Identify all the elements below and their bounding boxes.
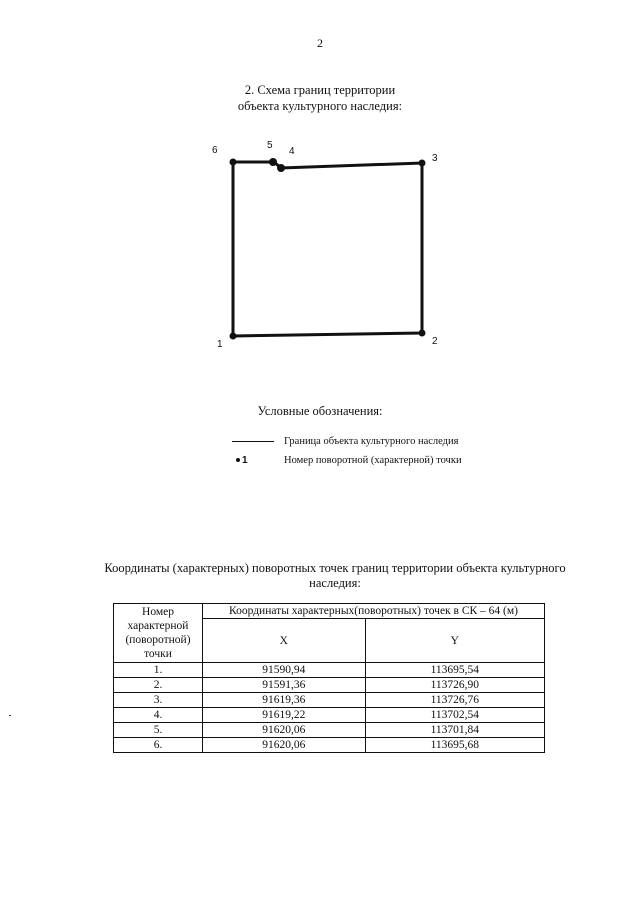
legend-point-row: [232, 452, 462, 468]
table-row: [114, 723, 545, 738]
coordinates-caption-line2: наследия:: [309, 576, 361, 590]
point-label-1: 1: [217, 339, 223, 350]
cell-number: 6.: [114, 738, 203, 753]
cell-x: 91591,36: [203, 678, 366, 693]
cell-y: 113701,84: [365, 723, 544, 738]
point-label-3: 3: [432, 153, 438, 164]
table-row: [114, 738, 545, 753]
boundary-point-6: [230, 159, 237, 166]
legend-title: Условные обозначения:: [257, 404, 383, 418]
scheme-title-line1: 2. Схема границ территории: [244, 83, 396, 97]
cell-x: 91620,06: [203, 723, 366, 738]
header-coordinates: Координаты характерных(поворотных) точек в СК – 64 (м): [203, 604, 545, 619]
table-row: [114, 678, 545, 693]
scheme-title: [0, 82, 640, 114]
cell-number: 4.: [114, 708, 203, 723]
coordinates-caption-line1: Координаты (характерных) поворотных точек границ территории объекта культурного: [104, 561, 566, 575]
point-label-2: 2: [432, 336, 438, 347]
boundary-point-5: [269, 158, 277, 166]
scheme-title-line2: объекта культурного наследия:: [237, 99, 403, 113]
legend-point-icon: [236, 458, 240, 462]
cell-x: 91619,22: [203, 708, 366, 723]
boundary-line: [233, 162, 422, 336]
cell-number: 3.: [114, 693, 203, 708]
legend-boundary-row: [232, 433, 458, 449]
table-row: [114, 693, 545, 708]
table-row: [114, 708, 545, 723]
legend-point-label: Номер поворотной (характерной) точки: [284, 454, 462, 466]
page-number: 2: [317, 36, 323, 50]
boundary-point-3: [419, 160, 426, 167]
boundary-scheme: [200, 135, 450, 350]
legend-boundary-label: Граница объекта культурного наследия: [284, 435, 459, 447]
boundary-point-1: [230, 333, 237, 340]
cell-y: 113695,68: [365, 738, 544, 753]
coordinates-table: [113, 603, 545, 753]
cell-x: 91590,94: [203, 663, 366, 678]
scan-speck: [9, 715, 11, 716]
cell-y: 113702,54: [365, 708, 544, 723]
header-y: Y: [365, 619, 544, 663]
cell-number: 1.: [114, 663, 203, 678]
point-label-5: 5: [267, 140, 273, 151]
cell-number: 5.: [114, 723, 203, 738]
cell-x: 91620,06: [203, 738, 366, 753]
boundary-point-2: [419, 330, 426, 337]
table-row: [114, 663, 545, 678]
legend-point-number: 1: [242, 454, 248, 466]
cell-y: 113726,90: [365, 678, 544, 693]
legend-line-sample: [232, 441, 274, 442]
header-x: X: [203, 619, 366, 663]
point-label-6: 6: [212, 145, 218, 156]
coordinates-caption: [90, 561, 580, 591]
cell-y: 113726,76: [365, 693, 544, 708]
cell-number: 2.: [114, 678, 203, 693]
point-label-4: 4: [289, 146, 295, 157]
cell-y: 113695,54: [365, 663, 544, 678]
cell-x: 91619,36: [203, 693, 366, 708]
header-point-number: Номер характерной (поворотной) точки: [114, 604, 203, 663]
boundary-point-4: [277, 164, 285, 172]
